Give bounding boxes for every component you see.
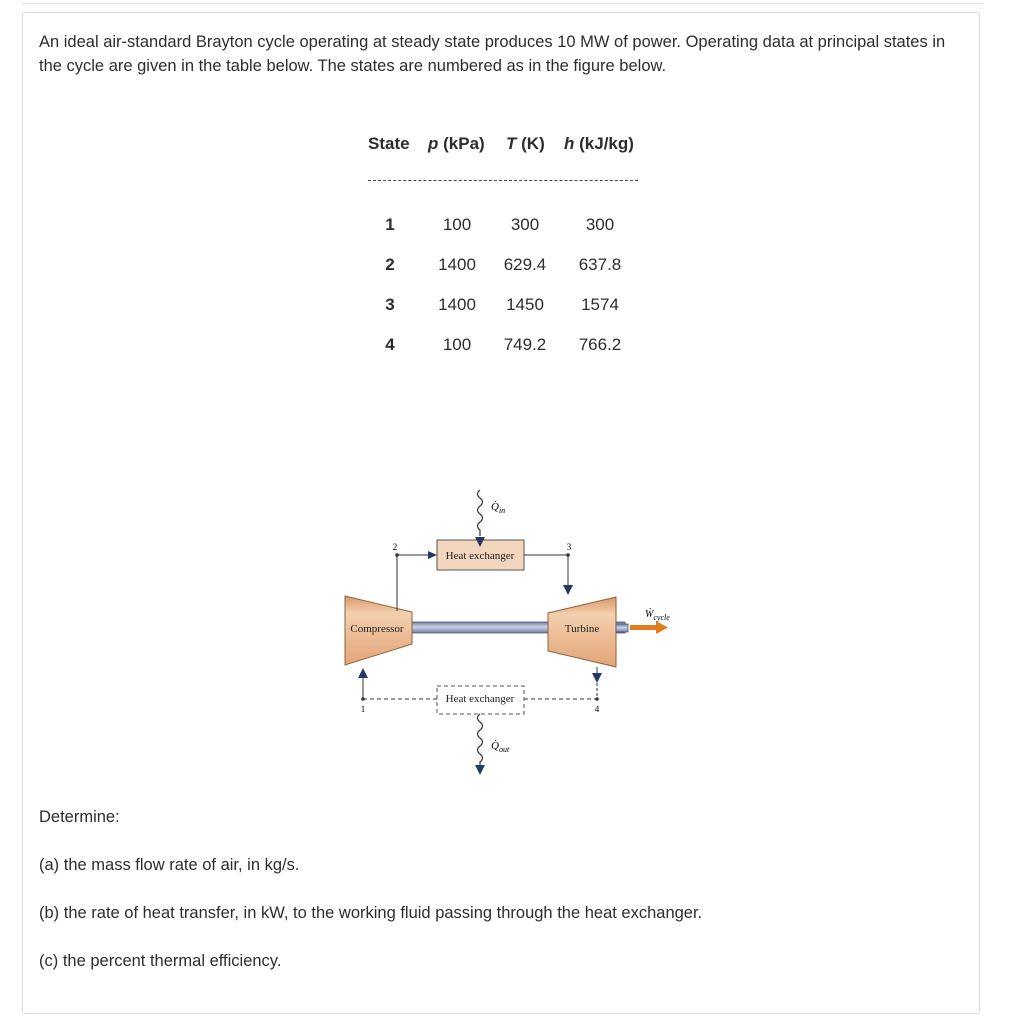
heat-in-subscript: in [498,506,506,515]
row-1-pressure: 100 [442,215,472,234]
header-pressure-unit: (kPa) [443,134,485,153]
work-subscript: cycle [653,613,670,622]
row-2-state: 2 [385,255,395,274]
state-3-label: 3 [566,542,572,552]
header-temperature-symbol: T [506,134,517,153]
row-1-temperature: 300 [510,215,540,234]
heat-in-wave [478,490,483,536]
heat-out-subscript: out [498,745,510,754]
row-3-pressure: 1400 [438,295,476,314]
flow-arrow-1-icon [358,668,368,678]
state-2-label: 2 [392,542,398,552]
header-pressure [428,134,485,154]
heat-exchanger-top-label: Heat exchanger [445,550,515,562]
heat-out-label [491,740,510,754]
heat-in-symbol: Q̇ [491,501,499,513]
heat-exchanger-bottom-label: Heat exchanger [445,693,515,705]
brayton-cycle-diagram [330,480,700,790]
flow-arrow-4-icon [592,673,602,683]
row-4-pressure: 100 [442,335,472,354]
row-3-state: 3 [385,295,395,314]
heat-out-arrow-icon [475,765,485,775]
header-state: State [368,134,410,153]
flow-arrow-2-icon [428,551,437,559]
question-c: (c) the percent thermal efficiency. [39,952,282,970]
row-3-temperature: 1450 [506,295,544,314]
row-4-state: 4 [385,335,395,354]
state-1-label: 1 [360,704,366,714]
row-1-enthalpy: 300 [585,215,615,234]
row-2-temperature: 629.4 [503,255,547,274]
row-4-temperature: 749.2 [503,335,547,354]
state-1-node [361,697,365,701]
header-enthalpy-unit: (kJ/kg) [579,134,634,153]
state-2-node [395,553,399,557]
question-a: (a) the mass flow rate of air, in kg/s. [39,856,300,874]
question-b: (b) the rate of heat transfer, in kW, to the working fluid passing through the heat exchanger. [39,904,703,922]
row-4-enthalpy: 766.2 [578,335,622,354]
heat-out-symbol: Q̇ [491,740,499,752]
flow-arrow-3-icon [563,585,573,595]
work-symbol: Ẇ [645,609,654,620]
header-enthalpy [564,134,634,154]
row-1-state: 1 [385,215,395,234]
state-4-label: 4 [594,704,600,714]
turbine-label: Turbine [564,623,600,635]
header-temperature [506,134,545,154]
header-pressure-symbol: p [428,134,439,153]
header-separator [368,180,638,181]
header-temperature-unit: (K) [521,134,545,153]
row-3-enthalpy: 1574 [581,295,619,314]
top-divider [22,3,984,4]
compressor-label: Compressor [350,623,404,635]
header-enthalpy-symbol: h [564,134,575,153]
row-2-pressure: 1400 [438,255,476,274]
state-3-node [566,553,570,557]
heat-in-label [491,501,505,515]
row-2-enthalpy: 637.8 [578,255,622,274]
heat-out-wave [478,714,483,768]
problem-statement: An ideal air-standard Brayton cycle operating at steady state produces 10 MW of power. Operating data at principal states in the cycle are given in the table below. The states are numbered as in the figure below. [39,33,946,75]
work-label [645,608,670,622]
flow-line-2 [397,555,430,611]
work-arrow-icon [656,621,668,634]
shaft-output-stub [616,624,628,632]
flow-line-3 [524,555,568,585]
work-arrow-shaft [630,625,656,630]
determine-heading: Determine: [39,808,120,826]
